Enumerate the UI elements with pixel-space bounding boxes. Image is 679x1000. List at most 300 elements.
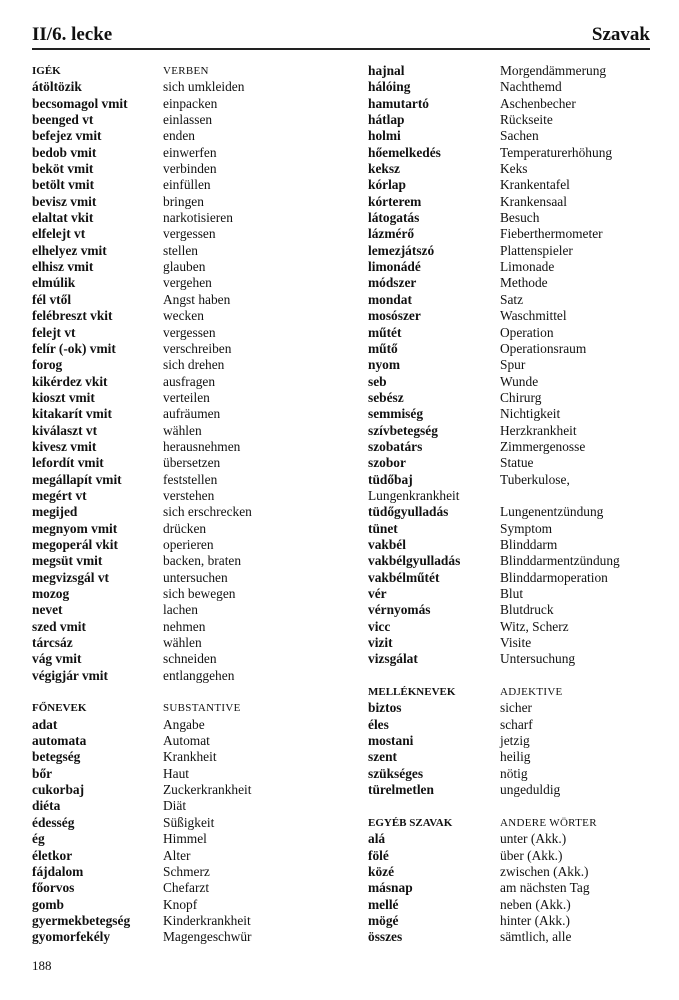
section-heading-hungarian: IGÉK [32, 65, 61, 77]
german-translation: vergessen [163, 324, 216, 340]
vocab-entry [32, 798, 332, 814]
page-header [32, 24, 650, 50]
vocab-entry [368, 619, 658, 635]
vocab-entry [368, 651, 658, 667]
german-translation: Blinddarmentzündung [500, 553, 620, 569]
vocab-entry [368, 717, 658, 733]
hungarian-word: összes [368, 929, 403, 945]
vocab-entry [32, 586, 332, 602]
german-translation: stellen [163, 242, 198, 258]
hungarian-word: szobor [368, 455, 406, 471]
hungarian-word: szobatárs [368, 438, 423, 454]
hungarian-word: adat [32, 716, 58, 732]
vocab-entry [32, 406, 332, 422]
vocab-entry [32, 929, 332, 945]
vocab-entry [32, 782, 332, 798]
german-translation: feststellen [163, 471, 218, 487]
vocab-entry [368, 749, 658, 765]
vocab-entry [368, 357, 658, 373]
vocab-entry [32, 161, 332, 177]
hungarian-word: felír (-ok) vmit [32, 340, 116, 356]
german-translation: Angst haben [163, 291, 231, 307]
vocab-entry [32, 733, 332, 749]
vocab-entry [32, 504, 332, 520]
vocab-entry [368, 325, 658, 341]
german-translation: Operationsraum [500, 340, 587, 356]
hungarian-word: módszer [368, 275, 417, 291]
page-number: 188 [32, 958, 52, 973]
hungarian-word: lázmérő [368, 226, 415, 242]
german-translation: nötig [500, 765, 528, 781]
vocab-entry [32, 259, 332, 275]
vocab-entry [368, 275, 658, 291]
vocab-entry [32, 341, 332, 357]
section-heading [368, 684, 658, 700]
vocab-entry [32, 275, 332, 291]
hungarian-word: kioszt vmit [32, 389, 95, 405]
hungarian-word: hajnal [368, 63, 405, 78]
section-gap [368, 668, 658, 684]
vocab-entry [32, 668, 332, 684]
hungarian-word: beköt vmit [32, 161, 94, 177]
german-translation: einwerfen [163, 144, 217, 160]
vocab-entry [368, 635, 658, 651]
hungarian-word: automata [32, 733, 87, 749]
hungarian-word: megnyom vmit [32, 520, 118, 536]
hungarian-word: fájdalom [32, 863, 84, 879]
vocab-entry [32, 472, 332, 488]
german-translation: enden [163, 128, 195, 144]
hungarian-word: bedob vmit [32, 144, 97, 160]
german-translation: Aschenbecher [500, 95, 576, 111]
hungarian-word: megijed [32, 504, 78, 520]
section-heading [368, 815, 658, 831]
german-translation: Visite [500, 635, 532, 651]
vocab-entry [368, 308, 658, 324]
hungarian-word: limonádé [368, 259, 421, 275]
hungarian-word: megoperál vkit [32, 536, 118, 552]
vocab-entry [368, 161, 658, 177]
hungarian-word: kórterem [368, 193, 422, 209]
german-translation: heilig [500, 749, 531, 765]
german-translation: Zuckerkrankheit [163, 782, 252, 798]
section-heading-hungarian: EGYÉB SZAVAK [368, 816, 453, 829]
hungarian-word: mögé [368, 912, 399, 928]
german-translation: Tuberkulose, [500, 471, 570, 487]
german-translation: Untersuchung [500, 651, 576, 667]
hungarian-word: holmi [368, 128, 401, 144]
hungarian-word: végigjár vmit [32, 667, 108, 683]
hungarian-word: fölé [368, 847, 389, 863]
german-translation: Blutdruck [500, 602, 554, 618]
hungarian-word: lemezjátszó [368, 242, 435, 258]
german-translation: Blinddarm [500, 536, 558, 552]
german-translation: zwischen (Akk.) [500, 863, 589, 879]
hungarian-word: elhisz vmit [32, 259, 94, 275]
hungarian-word: tüdőgyulladás [368, 504, 449, 520]
vocab-entry [32, 831, 332, 847]
hungarian-word: lefordít vmit [32, 455, 104, 471]
hungarian-word: gomb [32, 896, 64, 912]
german-translation: scharf [500, 716, 533, 732]
german-translation: Waschmittel [500, 308, 567, 324]
vocab-entry [368, 259, 658, 275]
hungarian-word: kivesz vmit [32, 438, 97, 454]
german-translation: Limonade [500, 259, 555, 275]
german-translation: Haut [163, 765, 190, 781]
vocab-entry [368, 406, 658, 422]
vocabulary-column-right [368, 63, 658, 946]
hungarian-word: műtét [368, 324, 402, 340]
hungarian-word: ég [32, 831, 45, 847]
vocab-entry [32, 913, 332, 929]
vocab-entry [368, 455, 658, 471]
german-translation: Chefarzt [163, 880, 210, 896]
german-translation: sich umkleiden [163, 79, 245, 95]
german-translation: Angabe [163, 716, 205, 732]
section-heading-german: SUBSTANTIVE [163, 702, 241, 715]
hungarian-word: mostani [368, 733, 414, 749]
vocab-entry [32, 521, 332, 537]
hungarian-word: kitakarít vmit [32, 406, 112, 422]
vocab-entry [368, 96, 658, 112]
german-translation: Herzkrankheit [500, 422, 577, 438]
vocab-entry [32, 537, 332, 553]
vocab-entry [368, 472, 658, 488]
german-translation: untersuchen [163, 569, 228, 585]
hungarian-word: édesség [32, 814, 75, 830]
hungarian-word: szed vmit [32, 618, 86, 634]
german-translation: Lungenkrankheit [368, 487, 460, 503]
german-translation: Blut [500, 586, 524, 601]
hungarian-word: tüdőbaj [368, 471, 413, 487]
section-heading-german: ANDERE WÖRTER [500, 816, 597, 829]
section-heading [32, 700, 332, 716]
lesson-title: II/6. lecke [32, 24, 113, 45]
vocab-entry [32, 177, 332, 193]
hungarian-word: türelmetlen [368, 782, 434, 798]
hungarian-word: megvizsgál vt [32, 569, 109, 585]
german-translation: einfüllen [163, 177, 211, 193]
hungarian-word: vizit [368, 635, 393, 651]
german-translation: Keks [500, 161, 528, 177]
vocab-entry [368, 374, 658, 390]
hungarian-word: mozog [32, 586, 70, 601]
german-translation: am nächsten Tag [500, 880, 590, 896]
vocab-entry [368, 929, 658, 945]
german-translation: Himmel [163, 831, 207, 847]
vocab-entry [32, 766, 332, 782]
vocab-entry [368, 488, 658, 504]
vocab-entry [32, 880, 332, 896]
german-translation: ausfragen [163, 373, 216, 389]
german-translation: Lungenentzündung [500, 504, 604, 520]
hungarian-word: diéta [32, 798, 61, 814]
vocab-entry [368, 880, 658, 896]
hungarian-word: forog [32, 357, 63, 373]
hungarian-word: szent [368, 749, 398, 765]
hungarian-word: cukorbaj [32, 782, 85, 798]
section-heading-hungarian: FŐNEVEK [32, 702, 87, 715]
hungarian-word: felébreszt vkit [32, 308, 113, 324]
vocab-entry [368, 537, 658, 553]
german-translation: lachen [163, 602, 198, 618]
german-translation: einpacken [163, 95, 218, 111]
hungarian-word: kórlap [368, 177, 406, 193]
german-translation: narkotisieren [163, 210, 233, 226]
german-translation: Witz, Scherz [500, 618, 569, 634]
german-translation: Diät [163, 798, 187, 814]
hungarian-word: befejez vmit [32, 128, 102, 144]
german-translation: hinter (Akk.) [500, 912, 570, 928]
vocab-entry [368, 226, 658, 242]
vocab-entry [32, 357, 332, 373]
hungarian-word: tárcsáz [32, 635, 73, 651]
german-translation: Nichtigkeit [500, 406, 561, 422]
german-translation: operieren [163, 536, 214, 552]
german-translation: sich bewegen [163, 586, 236, 601]
german-translation: verbinden [163, 161, 217, 177]
german-translation: unter (Akk.) [500, 831, 567, 847]
german-translation: backen, braten [163, 553, 242, 569]
hungarian-word: másnap [368, 880, 413, 896]
vocab-entry [368, 128, 658, 144]
hungarian-word: bevisz vmit [32, 193, 97, 209]
hungarian-word: mellé [368, 896, 399, 912]
hungarian-word: fél vtől [32, 291, 72, 307]
hungarian-word: hamutartó [368, 95, 429, 111]
german-translation: Rückseite [500, 112, 553, 128]
hungarian-word: nyom [368, 357, 400, 373]
hungarian-word: betegség [32, 749, 81, 765]
vocab-entry [32, 423, 332, 439]
vocab-entry [32, 815, 332, 831]
german-translation: jetzig [500, 733, 530, 749]
vocab-entry [32, 864, 332, 880]
section-gap [32, 684, 332, 700]
german-translation: Fieberthermometer [500, 226, 603, 242]
vocab-entry [32, 635, 332, 651]
vocab-entry [368, 243, 658, 259]
vocab-entry [32, 439, 332, 455]
german-translation: glauben [163, 259, 206, 275]
vocab-entry [32, 390, 332, 406]
hungarian-word: biztos [368, 700, 402, 716]
vocab-entry [368, 913, 658, 929]
hungarian-word: vakbélműtét [368, 569, 440, 585]
german-translation: nehmen [163, 618, 206, 634]
vocab-entry [32, 308, 332, 324]
hungarian-word: nevet [32, 602, 63, 618]
german-translation: Magengeschwür [163, 929, 252, 945]
hungarian-word: semmiség [368, 406, 424, 422]
german-translation: sicher [500, 700, 532, 716]
german-translation: übersetzen [163, 455, 221, 471]
german-translation: drücken [163, 520, 207, 536]
hungarian-word: felejt vt [32, 324, 76, 340]
vocab-entry [32, 145, 332, 161]
german-translation: verschreiben [163, 340, 232, 356]
vocab-entry [368, 553, 658, 569]
vocab-entry [368, 897, 658, 913]
vocab-entry [32, 292, 332, 308]
hungarian-word: megért vt [32, 487, 87, 503]
vocab-entry [368, 112, 658, 128]
section-heading-hungarian: MELLÉKNEVEK [368, 686, 456, 699]
hungarian-word: sebész [368, 389, 404, 405]
hungarian-word: közé [368, 863, 395, 879]
hungarian-word: seb [368, 373, 387, 389]
vocab-entry [32, 602, 332, 618]
vocab-entry [32, 243, 332, 259]
vocab-entry [368, 194, 658, 210]
vocab-entry [368, 848, 658, 864]
hungarian-word: hálóing [368, 79, 411, 95]
vocab-entry [32, 96, 332, 112]
vocab-entry [32, 717, 332, 733]
german-translation: neben (Akk.) [500, 896, 571, 912]
vocab-entry [368, 439, 658, 455]
german-translation: entlanggehen [163, 667, 235, 683]
hungarian-word: bőr [32, 765, 53, 781]
hungarian-word: alá [368, 831, 386, 847]
german-translation: herausnehmen [163, 438, 241, 454]
vocab-entry [368, 700, 658, 716]
vocab-entry [368, 79, 658, 95]
german-translation: Krankheit [163, 749, 217, 765]
hungarian-word: elmúlik [32, 275, 76, 291]
hungarian-word: vizsgálat [368, 651, 418, 667]
vocab-entry [32, 897, 332, 913]
vocab-entry [368, 733, 658, 749]
hungarian-word: vicc [368, 618, 391, 634]
section-heading-german: ADJEKTIVE [500, 686, 563, 699]
vocab-entry [32, 553, 332, 569]
hungarian-word: életkor [32, 847, 73, 863]
vocab-entry [32, 619, 332, 635]
vocab-entry [32, 749, 332, 765]
hungarian-word: szívbetegség [368, 422, 438, 438]
section-heading-german: VERBEN [163, 65, 209, 77]
hungarian-word: elaltat vkit [32, 210, 94, 226]
german-translation: Chirurg [500, 389, 542, 405]
german-translation: Wunde [500, 373, 539, 389]
vocab-entry [32, 210, 332, 226]
hungarian-word: látogatás [368, 210, 420, 226]
german-translation: Knopf [163, 896, 198, 912]
hungarian-word: keksz [368, 161, 400, 177]
hungarian-word: mosószer [368, 308, 421, 324]
german-translation: Symptom [500, 520, 553, 536]
hungarian-word: hőemelkedés [368, 144, 441, 160]
hungarian-word: beenged vt [32, 112, 94, 128]
hungarian-word: hátlap [368, 112, 405, 128]
vocab-entry [368, 145, 658, 161]
german-translation: Blinddarmoperation [500, 569, 608, 585]
hungarian-word: kikérdez vkit [32, 373, 108, 389]
vocab-entry [368, 292, 658, 308]
german-translation: Nachthemd [500, 79, 562, 95]
vocab-entry [32, 128, 332, 144]
hungarian-word: elhelyez vmit [32, 242, 107, 258]
vocab-entry [368, 586, 658, 602]
vocab-entry [368, 504, 658, 520]
hungarian-word: vér [368, 586, 387, 601]
hungarian-word: főorvos [32, 880, 75, 896]
german-translation: Krankentafel [500, 177, 570, 193]
german-translation: verteilen [163, 389, 210, 405]
section-heading [32, 63, 332, 79]
vocab-entry [32, 374, 332, 390]
german-translation: Alter [163, 847, 191, 863]
german-translation: Morgendämmerung [500, 63, 607, 78]
vocab-entry [32, 325, 332, 341]
hungarian-word: vág vmit [32, 651, 82, 667]
hungarian-word: átöltözik [32, 79, 82, 95]
vocab-entry [368, 864, 658, 880]
german-translation: Spur [500, 357, 526, 373]
german-translation: Methode [500, 275, 548, 291]
vocab-entry [368, 831, 658, 847]
vocab-entry [32, 112, 332, 128]
german-translation: wecken [163, 308, 204, 324]
vocab-entry [368, 210, 658, 226]
hungarian-word: szükséges [368, 765, 424, 781]
hungarian-word: becsomagol vmit [32, 95, 128, 111]
vocab-entry [32, 848, 332, 864]
hungarian-word: tünet [368, 520, 398, 536]
hungarian-word: éles [368, 716, 389, 732]
vocab-entry [368, 63, 658, 79]
german-translation: vergessen [163, 226, 216, 242]
hungarian-word: vakbél [368, 536, 406, 552]
vocab-entry [368, 782, 658, 798]
german-translation: Plattenspieler [500, 242, 573, 258]
german-translation: Schmerz [163, 863, 210, 879]
german-translation: wählen [163, 422, 202, 438]
hungarian-word: betölt vmit [32, 177, 95, 193]
hungarian-word: mondat [368, 291, 412, 307]
vocab-entry [368, 602, 658, 618]
german-translation: schneiden [163, 651, 217, 667]
hungarian-word: gyermekbetegség [32, 912, 131, 928]
hungarian-word: megállapít vmit [32, 471, 122, 487]
hungarian-word: gyomorfekély [32, 929, 111, 945]
german-translation: Besuch [500, 210, 540, 226]
german-translation: Krankensaal [500, 193, 567, 209]
german-translation: verstehen [163, 487, 215, 503]
hungarian-word: kiválaszt vt [32, 422, 98, 438]
german-translation: aufräumen [163, 406, 221, 422]
vocab-entry [368, 423, 658, 439]
german-translation: sich drehen [163, 357, 225, 373]
section-gap [368, 798, 658, 814]
vocab-entry [368, 177, 658, 193]
vocab-entry [368, 390, 658, 406]
vocab-entry [32, 570, 332, 586]
german-translation: vergehen [163, 275, 212, 291]
vocab-entry [368, 521, 658, 537]
german-translation: Zimmergenosse [500, 438, 586, 454]
german-translation: über (Akk.) [500, 847, 563, 863]
german-translation: Satz [500, 291, 524, 307]
vocab-entry [32, 488, 332, 504]
vocab-entry [32, 651, 332, 667]
vocab-entry [32, 455, 332, 471]
german-translation: sämtlich, alle [500, 929, 572, 945]
german-translation: sich erschrecken [163, 504, 252, 520]
german-translation: wählen [163, 635, 202, 651]
